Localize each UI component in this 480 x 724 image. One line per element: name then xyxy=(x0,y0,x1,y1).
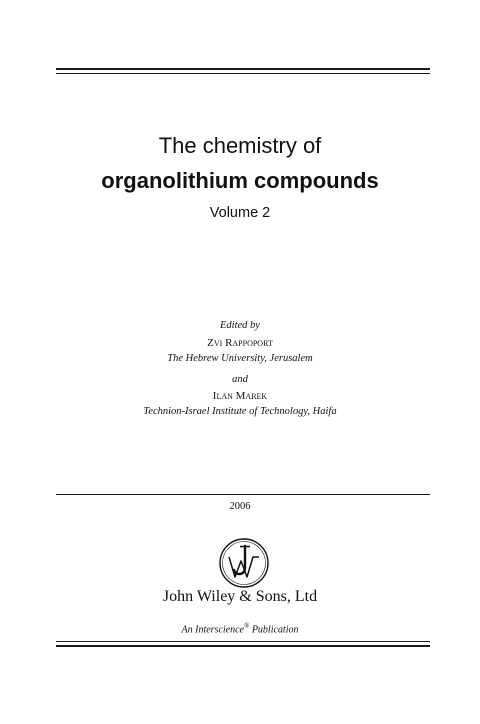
editor-2-name: Ilan Marek xyxy=(212,390,268,402)
editor-1-affiliation: The Hebrew University, Jerusalem xyxy=(167,353,313,364)
top-rule-upper xyxy=(56,68,430,70)
bottom-rule-lower xyxy=(56,645,430,647)
publisher-name: John Wiley & Sons, Ltd xyxy=(162,588,318,605)
imprint-suffix: Publication xyxy=(249,624,299,636)
publication-year: 2006 xyxy=(229,501,251,512)
edited-by-label: Edited by xyxy=(220,320,260,331)
registered-mark: ® xyxy=(243,622,250,630)
title-line-2: organolithium compounds xyxy=(101,168,379,193)
editor-1-name: Zvi Rappoport xyxy=(207,337,273,349)
title-line-1: The chemistry of xyxy=(158,133,322,158)
conjunction-and: and xyxy=(232,374,248,385)
volume-label: Volume 2 xyxy=(209,205,271,221)
wiley-logo-icon xyxy=(218,537,270,589)
top-rule-lower xyxy=(56,73,430,74)
imprint-prefix: An Interscience xyxy=(181,624,244,636)
editor-2-affiliation: Technion-Israel Institute of Technology, Haifa xyxy=(143,406,337,417)
bottom-rule-upper xyxy=(56,641,430,642)
imprint-line xyxy=(0,622,480,635)
middle-rule xyxy=(56,494,430,495)
